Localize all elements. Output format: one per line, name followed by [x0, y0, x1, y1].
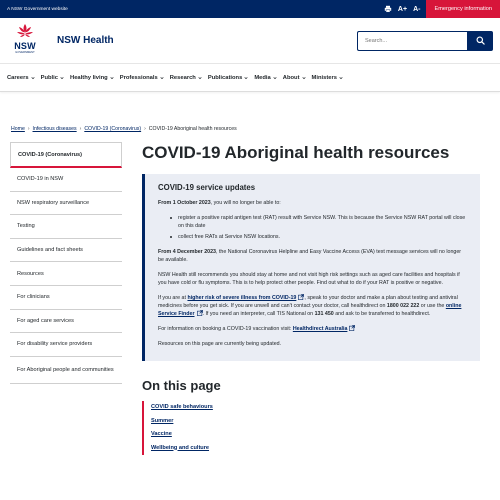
nav-item-research[interactable] [170, 75, 202, 81]
nav-item-label: Ministers [311, 74, 337, 81]
callout-paragraph: Resources on this page are currently being updated. [158, 341, 282, 347]
site-header [0, 18, 500, 64]
page-title: COVID-19 Aboriginal health resources [142, 143, 450, 162]
nav-item-healthy-living[interactable] [70, 75, 114, 81]
emergency-info-button[interactable]: Emergency information [426, 0, 500, 18]
nav-item-label: Public [40, 74, 59, 81]
on-this-page-list [142, 401, 480, 455]
chevron-down-icon [110, 76, 114, 80]
nav-item-media[interactable] [254, 75, 276, 81]
otp-link-wellbeing[interactable]: Wellbeing and culture [151, 444, 210, 451]
healthdirect-link[interactable]: Healthdirect Australia [292, 326, 348, 332]
nav-item-label: Careers [7, 74, 29, 81]
sidebar-item-disability[interactable]: For disability service providers [10, 333, 122, 357]
otp-link-vaccine[interactable]: Vaccine [151, 431, 172, 437]
callout-paragraph [158, 325, 467, 333]
sidebar-item-covid-19-in-nsw[interactable]: COVID-19 in NSW [10, 168, 122, 192]
phone-number: 131 450 [314, 311, 334, 317]
sidebar-item-covid-19[interactable]: COVID-19 (Coronavirus) [10, 142, 122, 168]
search-icon [476, 36, 485, 45]
main-content [142, 142, 480, 455]
top-tools [384, 0, 500, 18]
logo-text: NSW [14, 40, 36, 51]
sidebar-item-aboriginal[interactable]: For Aboriginal people and communities [10, 357, 122, 384]
sidebar-item-aged-care[interactable]: For aged care services [10, 310, 122, 334]
sidebar-item-clinicians[interactable]: For clinicians [10, 286, 122, 310]
nav-item-publications[interactable] [208, 75, 248, 81]
service-updates-callout [142, 174, 480, 361]
chevron-right-icon: › [79, 126, 82, 132]
callout-text: , speak to your doctor and make a plan about testing and antiviral medicines before you get sick. If you are unwell and can't contact your doctor, call healthdirect on [158, 295, 458, 309]
nsw-logo[interactable] [7, 21, 43, 61]
otp-link-summer[interactable]: Summer [151, 417, 174, 424]
search-button[interactable] [467, 31, 493, 51]
chevron-down-icon [339, 76, 343, 80]
print-icon[interactable] [384, 5, 392, 13]
breadcrumb-current: COVID-19 Aboriginal health resources [148, 126, 237, 132]
main-area [0, 142, 500, 455]
nav-item-professionals[interactable] [120, 75, 164, 81]
on-this-page [142, 378, 480, 455]
callout-text: , the National Coronavirus Helpline and Easy Vaccine Access (EVA) text message services will no longer be available. [158, 249, 462, 263]
nav-item-label: Professionals [119, 74, 158, 81]
service-finder-link[interactable]: online Service Finder [158, 303, 462, 317]
callout-paragraph: NSW Health still recommends you should stay at home and not visit high risk settings such as aged care facilities and hospitals if you have cold or flu symptoms. This is to help protect other people. Find out what to do if your RAT is positive or negative. [158, 272, 460, 286]
gov-website-label: A NSW Government website [7, 6, 68, 12]
callout-paragraph [158, 248, 467, 264]
phone-number: 1800 022 222 [386, 303, 420, 309]
logo-subtext: GOVERNMENT [15, 50, 35, 54]
font-increase-button[interactable]: A+ [397, 5, 408, 13]
sidebar-item-resources[interactable]: Resources [10, 262, 122, 286]
chevron-down-icon [60, 76, 64, 80]
top-bar [0, 0, 500, 18]
nav-item-label: Research [169, 74, 196, 81]
waratah-logo-icon [15, 23, 35, 41]
callout-text: If you are at [158, 295, 188, 301]
font-decrease-button[interactable]: A- [413, 5, 421, 13]
breadcrumb-covid-19[interactable]: COVID-19 (Coronavirus) [84, 126, 142, 132]
on-this-page-heading: On this page [142, 378, 221, 393]
callout-heading: COVID-19 service updates [158, 183, 256, 192]
sidebar-item-respiratory-surveillance[interactable]: NSW respiratory surveillance [10, 192, 122, 216]
nav-item-label: Publications [207, 74, 243, 81]
nav-item-careers[interactable] [7, 75, 35, 81]
callout-paragraph [158, 199, 467, 207]
callout-text: and ask to be transferred to healthdirect. [333, 311, 431, 317]
chevron-down-icon [31, 76, 35, 80]
nav-item-label: About [282, 74, 300, 81]
nav-item-public[interactable] [41, 75, 64, 81]
external-link-icon [349, 325, 355, 331]
chevron-down-icon [160, 76, 164, 80]
nav-item-label: Media [254, 74, 271, 81]
breadcrumb-infectious-diseases[interactable]: Infectious diseases [32, 126, 77, 132]
callout-date: From 4 December 2023 [158, 249, 217, 255]
breadcrumb [0, 125, 500, 133]
search-form [357, 31, 493, 51]
nav-item-about[interactable] [283, 75, 306, 81]
chevron-down-icon [244, 76, 248, 80]
nav-item-label: Healthy living [70, 74, 108, 81]
site-name[interactable]: NSW Health [57, 35, 114, 46]
callout-paragraph [158, 294, 467, 318]
breadcrumb-home[interactable]: Home [11, 126, 25, 132]
chevron-down-icon [302, 76, 306, 80]
chevron-down-icon [273, 76, 277, 80]
list-item: register a positive rapid antigen test (RAT) result with Service NSW. This is because the Service NSW RAT portal will close on this date [170, 214, 467, 230]
callout-text: or use the [419, 303, 446, 309]
callout-date: From 1 October 2023 [158, 200, 211, 206]
chevron-right-icon: › [144, 126, 146, 132]
callout-text: For information on booking a COVID-19 vaccination visit: [158, 326, 293, 332]
chevron-right-icon: › [27, 126, 30, 132]
callout-list [170, 214, 467, 241]
otp-link-covid-safe[interactable]: COVID safe behaviours [151, 404, 213, 410]
nav-item-ministers[interactable] [312, 75, 343, 81]
chevron-down-icon [198, 76, 202, 80]
callout-text: . If you need an interpreter, call TIS National on [202, 311, 315, 317]
higher-risk-link[interactable]: higher risk of severe illness from COVID-19 [187, 295, 297, 301]
search-input[interactable] [357, 31, 467, 51]
list-item: collect free RATs at Service NSW locations. [170, 233, 467, 241]
sidebar [10, 142, 122, 455]
main-nav [0, 64, 500, 92]
callout-text: , you will no longer be able to: [210, 200, 281, 206]
sidebar-item-guidelines[interactable]: Guidelines and fact sheets [10, 239, 122, 263]
sidebar-item-testing[interactable]: Testing [10, 215, 122, 239]
